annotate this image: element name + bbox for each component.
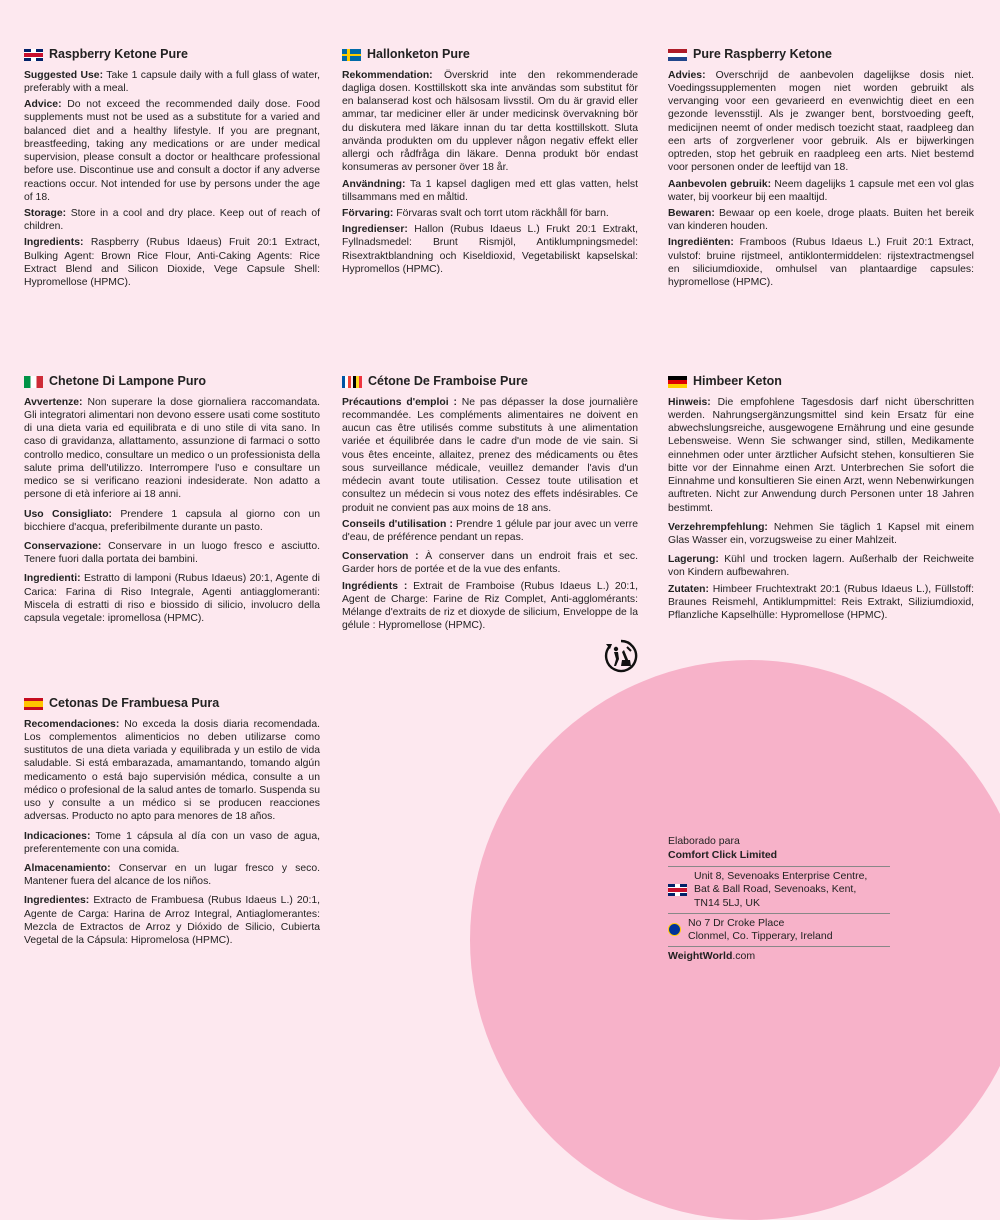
text: No exceda la dosis diaria recomendada. Los complementos alimenticios no deben utilizarse como sustitutos de una dieta variada y equilibrada y un estilo de vida saludable. Si está embarazada, amamantando, tomando algún medicamento o está bajo supervisión médica, consulte a un médico o profesional de la salud antes de tomarlo. Suspenda su uso y consulte a un médico si se producen reacciones adversas. Producto no apto para menores de 18 años. [24, 718, 320, 823]
text: Store in a cool and dry place. Keep out of reach of children. [24, 207, 320, 233]
text: Överskrid inte den rekommenderade dagliga dosen. Kosttillskott ska inte användas som substitut för en balanserad kost och hälsosam livsstil. Om du är gravid eller ammar, tar mediciner eller är under medicinsk övervakning bör du diskutera med läkare innan du tar detta kosttillskott. Sluta använda produkten om du upplever någon negativ effekt eller allergi och rådfråga din läkare. Denna produkt bör endast konsumeras av personer över 18 år. [342, 69, 638, 174]
label: Förvaring: [342, 207, 394, 219]
sweden-flag-icon [342, 49, 361, 61]
section-dutch [668, 47, 974, 292]
address-line: No 7 Dr Croke Place [688, 916, 785, 929]
label: Advies: [668, 69, 706, 81]
suggested-use [24, 69, 320, 95]
text: Ta 1 kapsel dagligen med ett glas vatten, helst tillsammans med en måltid. [342, 178, 638, 203]
label: Ingrédients : [342, 580, 408, 592]
label: Storage: [24, 207, 67, 219]
section-english [24, 47, 320, 292]
label: Ingredients: [24, 237, 84, 249]
label: Avvertenze: [24, 396, 83, 408]
storage [24, 540, 320, 566]
text: Prendre 1 gélule par jour avec un verre d'eau, de préférence pendant un repas. [342, 518, 638, 543]
ingredients [668, 583, 974, 623]
label: Suggested Use: [24, 69, 104, 81]
label: Zutaten: [668, 583, 709, 595]
title-text: Hallonketon Pure [367, 47, 470, 61]
text: Estratto di lamponi (Rubus Idaeus) 20:1, Agente di Carica: Farina di Riso Integrale, Agenti antiagglomeranti: Miscela di estratti di riso e biossido di silicio, involucro della capsula vegetale: ipromellosa (HPMC). [24, 573, 320, 624]
section-swedish [342, 47, 638, 279]
title-text: Cetonas De Frambuesa Pura [49, 696, 220, 710]
brand-suffix: .com [732, 949, 756, 962]
title-text: Himbeer Keton [693, 374, 782, 388]
ie-address [668, 913, 890, 946]
text: Do not exceed the recommended daily dose. Food supplements must not be used as a substitute for a varied and balanced diet and a healthy lifestyle. If you are pregnant, breastfeeding, taking any medications or are under medical supervision, please consult a doctor or healthcare professional before use. Discontinue use and consult a doctor if any adverse reactions occur. Not intended for use by persons under the age of 18. [24, 99, 320, 203]
usage [24, 508, 320, 534]
note [668, 396, 974, 515]
label: Ingrediënten: [668, 237, 734, 249]
section-title [24, 47, 320, 63]
brand-name: WeightWorld [668, 949, 733, 962]
usage [342, 178, 638, 204]
ingredients [24, 894, 320, 947]
text: Conservare in un luogo fresco e asciutto. Tenere fuori dalla portata dei bambini. [24, 540, 320, 566]
text: Neem dagelijks 1 capsule met een vol glas water, bij voorkeur bij een maaltijd. [668, 178, 974, 203]
ingredients [24, 572, 320, 625]
section-title [24, 374, 320, 390]
label: Conservation : [342, 551, 419, 563]
warnings [24, 396, 320, 502]
label: Lagerung: [668, 554, 719, 566]
text: Kühl und trocken lagern. Außerhalb der Reichweite von Kindern aufbewahren. [668, 554, 974, 579]
section-german [668, 374, 974, 625]
usage [668, 178, 974, 204]
text: Hallon (Rubus Idaeus L.) Frukt 20:1 Extrakt, Fyllnadsmedel: Brunt Rismjöl, Antiklumpningsmedel: Risextraktblandning och Kiseldioxid, Vegetabiliskt kapselskal: Hypromellos (HPMC). [342, 224, 638, 275]
uk-flag-icon [668, 884, 687, 896]
storage [342, 550, 638, 576]
label: Ingredienser: [342, 224, 408, 236]
label: Ingredientes: [24, 895, 90, 907]
label: Advice: [24, 99, 62, 111]
company-name: Comfort Click Limited [668, 849, 778, 862]
title-text: Raspberry Ketone Pure [49, 47, 188, 61]
label: Précautions d'emploi : [342, 396, 457, 408]
section-french [342, 374, 638, 635]
ie-address-text [688, 917, 833, 943]
text: Tome 1 cápsula al día con un vaso de agua, preferentemente con una comida. [24, 830, 320, 855]
label: Almacenamiento: [24, 862, 111, 874]
text: Extrait de Framboise (Rubus Idaeus L.) 20:1, Agent de Charge: Farine de Riz Complet, Anti-agglomérants: Mélange d'extraits de riz et dioxyde de silicium, Enveloppe de la gélule : Hypromellose (HPMC). [342, 580, 638, 632]
netherlands-flag-icon [668, 49, 687, 61]
section-title [342, 47, 638, 63]
ingredients [668, 236, 974, 289]
uk-flag-icon [24, 49, 43, 61]
belgium-flag-icon [353, 376, 362, 388]
text: Himbeer Fruchtextrakt 20:1 (Rubus Idaeus L.), Füllstoff: Braunes Reismehl, Antiklumpmittel: Reis Extrakt, Siliziumdioxid, Pflanzliche Kapselhülle: Hypromellose (HPMC). [668, 583, 974, 621]
label: Hinweis: [668, 396, 711, 408]
uk-address-text [694, 870, 867, 909]
manufacturer-info [668, 835, 890, 963]
advice [24, 98, 320, 204]
france-flag-icon [342, 376, 351, 388]
address-line: Bat & Ball Road, Sevenoaks, Kent, [694, 883, 857, 896]
recommendations [24, 718, 320, 824]
label: Användning: [342, 178, 406, 190]
label: Rekommendation: [342, 69, 433, 81]
spain-flag-icon [24, 698, 43, 710]
text: Overschrijd de aanbevolen dagelijkse dosis niet. Voedingssupplementen mogen niet worden gebruikt als vervanging voor een gevarieerd en evenwichtig dieet en een gezonde levensstijl. Als je zwanger bent, borstvoeding geeft, medicijnen neemt of onder medisch toezicht staat, raadpleeg dan een arts of zorgverlener voor gebruik. Als er bijwerkingen optreden, stop het gebruik en raadpleeg een arts. Niet bestemd voor personen onder de leeftijd van 18. [668, 69, 974, 174]
label: Uso Consigliato: [24, 508, 112, 520]
text: Prendere 1 capsula al giorno con un bicchiere d'acqua, preferibilmente durante un pasto. [24, 508, 320, 533]
address-line: Clonmel, Co. Tipperary, Ireland [688, 929, 833, 942]
section-title [668, 374, 974, 390]
label: Recomendaciones: [24, 718, 120, 730]
text: Förvaras svalt och torrt utom räckhåll för barn. [393, 207, 609, 219]
brand-website [668, 946, 890, 963]
uk-address [668, 866, 890, 912]
germany-flag-icon [668, 376, 687, 388]
storage [668, 553, 974, 579]
usage [668, 521, 974, 547]
usage [24, 830, 320, 856]
storage [342, 207, 638, 220]
label: Conservazione: [24, 540, 102, 552]
ingredients [342, 580, 638, 633]
storage [668, 207, 974, 233]
made-for-label: Elaborado para [668, 835, 740, 847]
triman-recycle-icon [603, 638, 639, 674]
section-italian [24, 374, 320, 628]
address-line: Unit 8, Sevenoaks Enterprise Centre, [694, 870, 868, 883]
text: Die empfohlene Tagesdosis darf nicht überschritten werden. Nahrungsergänzungsmittel sind kein Ersatz für eine abwechslungsreiche, ausgewogene Ernährung und eine gesunde Lebensweise. Wenn Sie schwanger sind, stillen, Medikamente einnehmen oder unter ärztlicher Aufsicht stehen, konsultieren Sie bitte vor der Einnahme einen Arzt. Unterbrechen Sie sofort die Einnahme und konsultieren Sie einen Arzt, wenn Nebenwirkungen auftreten. Nicht zur Anwendung durch Personen unter 18 Jahren bestimmt. [668, 396, 974, 514]
label: Aanbevolen gebruik: [668, 178, 772, 190]
address-line: TN14 5LJ, UK [694, 896, 760, 909]
text: Non superare la dose giornaliera raccomandata. Gli integratori alimentari non devono essere usati come sostituto di una dieta varia ed equilibrata e di uno stile di vita sano. In caso di gravidanza, allattamento, assunzione di farmaci o sotto controllo medico, consultare un medico o un professionista della salute prima dell'utilizzo. Interrompere l'uso e consultare un medico se si verificano reazioni indesiderate. Non adatto a persone di età inferiore ai 18 anni. [24, 396, 320, 501]
label: Indicaciones: [24, 830, 91, 842]
text: À conserver dans un endroit frais et sec. Garder hors de portée et de la vue des enfants. [342, 551, 639, 576]
storage [24, 862, 320, 888]
precautions [342, 396, 638, 515]
label: Ingredienti: [24, 573, 81, 585]
text: Framboos (Rubus Idaeus L.) Fruit 20:1 Extract, vulstof: bruine rijstmeel, antiklontermiddelen: rijstextractmengsel en siliciumdioxide, omhulsel van plantaardige capsules: hypromellose (HPMC). [668, 237, 974, 288]
section-title [668, 47, 974, 63]
label: Bewaren: [668, 207, 715, 219]
title-text: Chetone Di Lampone Puro [49, 374, 206, 388]
eu-flag-icon [668, 923, 681, 936]
section-title [342, 374, 638, 390]
text: Raspberry (Rubus Idaeus) Fruit 20:1 Extract, Bulking Agent: Brown Rice Flour, Anti-Caking Agents: Rice Extract Blend and Silicon Dioxide, Vege Capsule Shell: Hypromellose (HPMC). [24, 237, 320, 288]
text: Ne pas dépasser la dose journalière recommandée. Les compléments alimentaires ne doivent en aucun cas être utilisés comme substituts à une alimentation variée et équilibrée dans le cadre d'un mode de vie sain. Si vous êtes enceinte, allaitez, prenez des médicaments ou êtes sous surveillance médicale, veuillez demander l'avis d'un médecin avant toute utilisation. Cessez toute utilisation et consultez un médecin si vous notez des effets indésirables. Ce produit ne convient pas aux moins de 18 ans. [342, 396, 638, 514]
title-text: Pure Raspberry Ketone [693, 47, 832, 61]
italy-flag-icon [24, 376, 43, 388]
section-spanish [24, 696, 320, 950]
ingredients [24, 236, 320, 289]
recommendation [342, 69, 638, 175]
text: Bewaar op een koele, droge plaats. Buiten het bereik van kinderen houden. [668, 207, 974, 233]
ingredients [342, 223, 638, 276]
usage [342, 518, 638, 544]
text: Extracto de Frambuesa (Rubus Idaeus L.) 20:1, Agente de Carga: Harina de Arroz Integral, Antiaglomerantes: Mezcla de Extractos de Arroz y Dióxido de Silicio, Cubierta Vegetal de la Cápsula: Hipromelosa (HPMC). [24, 895, 320, 946]
section-title [24, 696, 320, 712]
text: Nehmen Sie täglich 1 Kapsel mit einem Glas Wasser ein, vorzugsweise zu einer Mahlzeit. [668, 521, 974, 546]
label: Verzehrempfehlung: [668, 521, 768, 533]
advice [668, 69, 974, 175]
text: Conservar en un lugar fresco y seco. Mantener fuera del alcance de los niños. [24, 862, 320, 888]
title-text: Cétone De Framboise Pure [368, 374, 528, 388]
storage [24, 207, 320, 233]
text: Take 1 capsule daily with a full glass of water, preferably with a meal. [24, 69, 320, 95]
label: Conseils d'utilisation : [342, 518, 453, 530]
